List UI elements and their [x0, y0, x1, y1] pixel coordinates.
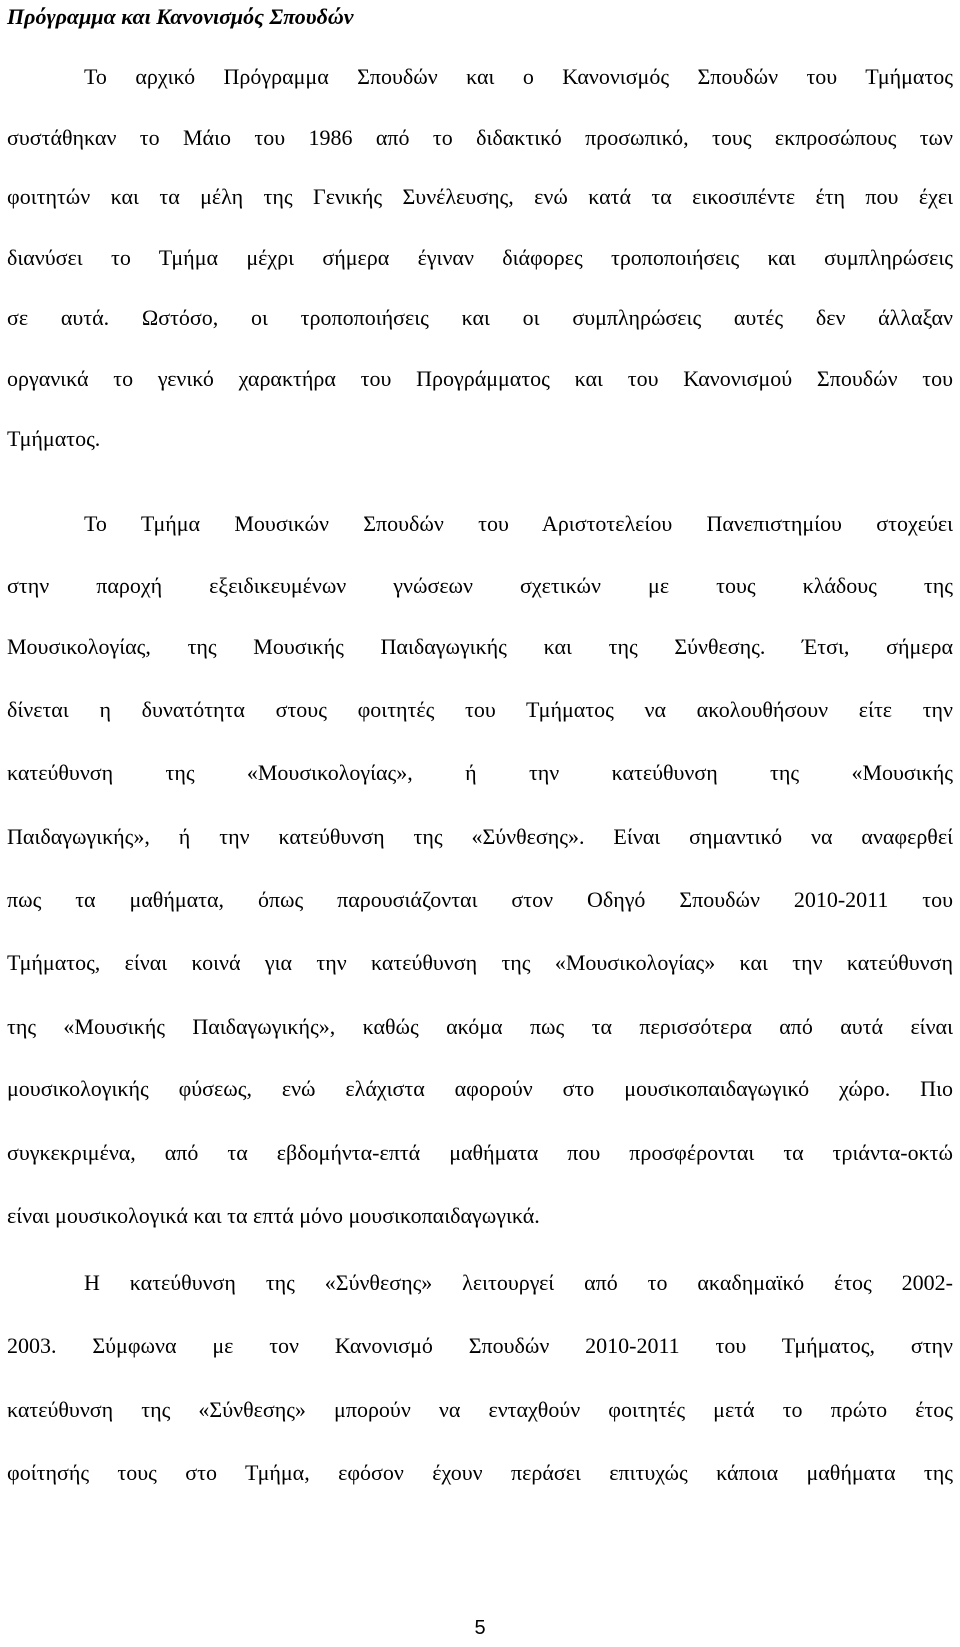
paragraph-1-line-2: συστάθηκαν το Μάιο του 1986 από το διδακτικό προσωπικό, τους εκπροσώπους των: [7, 125, 953, 150]
paragraph-2-line-3: Μουσικολογίας, της Μουσικής Παιδαγωγικής και της Σύνθεσης. Έτσι, σήμερα: [7, 634, 953, 659]
paragraph-1-line-4: διανύσει το Τμήμα μέχρι σήμερα έγιναν διάφορες τροποποιήσεις και συμπληρώσεις: [7, 245, 953, 270]
paragraph-1-line-6: οργανικά το γενικό χαρακτήρα του Προγράμματος και του Κανονισμού Σπουδών του: [7, 366, 953, 391]
section-heading: Πρόγραμμα και Κανονισμός Σπουδών: [7, 4, 354, 29]
paragraph-2-line-8: Τμήματος, είναι κοινά για την κατεύθυνση της «Μουσικολογίας» και την κατεύθυνση: [7, 950, 953, 975]
paragraph-2-line-2: στην παροχή εξειδικευμένων γνώσεων σχετικών με τους κλάδους της: [7, 573, 953, 598]
paragraph-3-line-3: κατεύθυνση της «Σύνθεσης» μπορούν να ενταχθούν φοιτητές μετά το πρώτο έτος: [7, 1397, 953, 1422]
page-number: 5: [474, 1617, 486, 1639]
paragraph-2-line-11: συγκεκριμένα, από τα εβδομήντα-επτά μαθήματα που προσφέρονται τα τριάντα-οκτώ: [7, 1140, 953, 1165]
paragraph-2-line-4: δίνεται η δυνατότητα στους φοιτητές του Τμήματος να ακολουθήσουν είτε την: [7, 697, 953, 722]
paragraph-2-line-9: της «Μουσικής Παιδαγωγικής», καθώς ακόμα πως τα περισσότερα από αυτά είναι: [7, 1014, 953, 1039]
paragraph-2-line-6: Παιδαγωγικής», ή την κατεύθυνση της «Σύνθεσης». Είναι σημαντικό να αναφερθεί: [7, 824, 953, 849]
paragraph-1-line-3: φοιτητών και τα μέλη της Γενικής Συνέλευσης, ενώ κατά τα εικοσιπέντε έτη που έχει: [7, 184, 953, 209]
paragraph-3-line-2: 2003. Σύμφωνα με τον Κανονισμό Σπουδών 2010-2011 του Τμήματος, στην: [7, 1333, 953, 1358]
paragraph-2-line-1: Το Τμήμα Μουσικών Σπουδών του Αριστοτελείου Πανεπιστημίου στοχεύει: [84, 511, 953, 536]
paragraph-2-line-12: είναι μουσικολογικά και τα επτά μόνο μουσικοπαιδαγωγικά.: [7, 1203, 540, 1228]
paragraph-2-line-10: μουσικολογικής φύσεως, ενώ ελάχιστα αφορούν στο μουσικοπαιδαγωγικό χώρο. Πιο: [7, 1076, 953, 1101]
paragraph-1-line-1: Το αρχικό Πρόγραμμα Σπουδών και ο Κανονισμός Σπουδών του Τμήματος: [84, 64, 953, 89]
paragraph-1-line-5: σε αυτά. Ωστόσο, οι τροποποιήσεις και οι συμπληρώσεις αυτές δεν άλλαξαν: [7, 305, 953, 330]
paragraph-3-line-4: φοίτησής τους στο Τμήμα, εφόσον έχουν περάσει επιτυχώς κάποια μαθήματα της: [7, 1460, 953, 1485]
paragraph-2-line-7: πως τα μαθήματα, όπως παρουσιάζονται στον Οδηγό Σπουδών 2010-2011 του: [7, 887, 953, 912]
paragraph-1-line-7: Τμήματος.: [7, 426, 101, 451]
paragraph-2-line-5: κατεύθυνση της «Μουσικολογίας», ή την κατεύθυνση της «Μουσικής: [7, 760, 953, 785]
paragraph-3-line-1: Η κατεύθυνση της «Σύνθεσης» λειτουργεί από το ακαδημαϊκό έτος 2002-: [84, 1270, 953, 1295]
